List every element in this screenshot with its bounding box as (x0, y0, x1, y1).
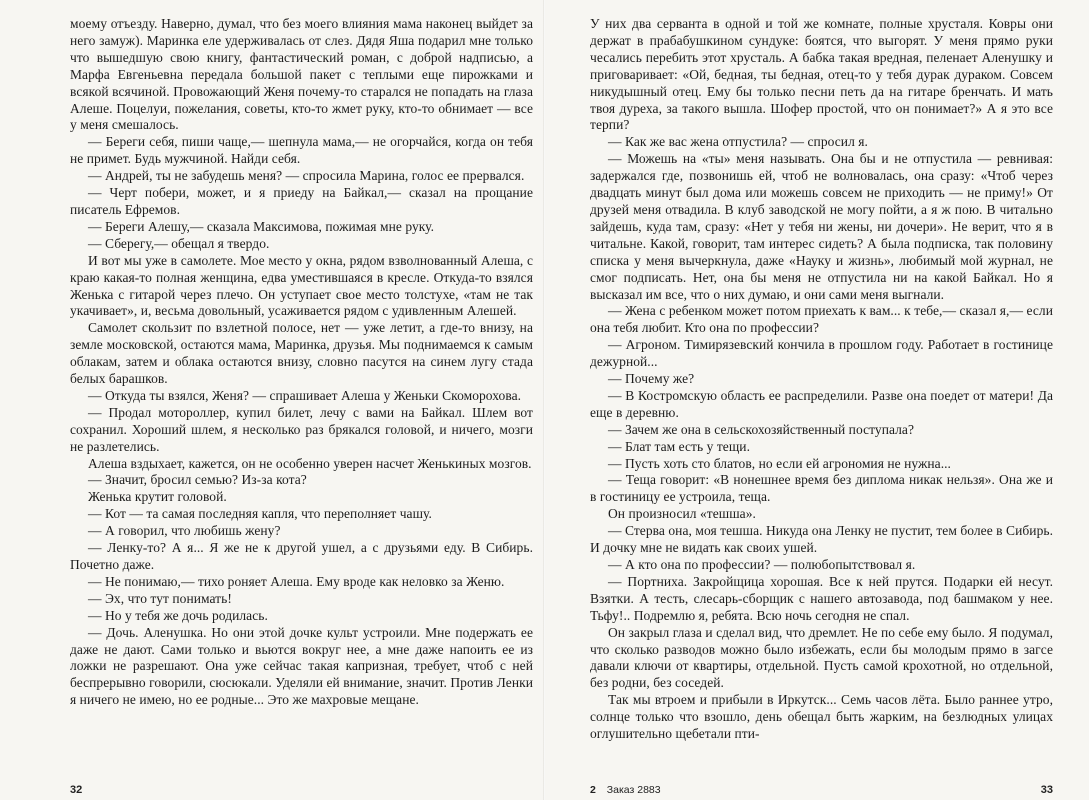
paragraph: — Стерва она, моя тешша. Никуда она Ленку не пустит, тем более в Сибирь. И дочку мне не видать как своих ушей. (590, 523, 1053, 556)
paragraph: — Ленку-то? А я... Я же не к другой ушел, а с друзьями еду. В Сибирь. Почетно даже. (70, 540, 533, 572)
paragraph: — Значит, бросил семью? Из-за кота? (88, 472, 307, 488)
paragraph: — Сберегу,— обещал я твердо. (88, 235, 270, 251)
paragraph: — Кот — та самая последняя капля, что переполняет чашу. (88, 506, 432, 522)
paragraph: — А кто она по профессии? — полюбопытствовал я. (608, 557, 916, 572)
page-number: 33 (1040, 784, 1053, 796)
paragraph: Так мы втроем и прибыли в Иркутск... Семь часов лёта. Было раннее утро, солнце только что взошло, день обещал быть жарким, на безлюдных улицах оглушительно щебетали пти- (590, 692, 1053, 742)
paragraph: — Но у тебя же дочь родилась. (88, 607, 268, 623)
paragraph: — А говорил, что любишь жену? (88, 523, 281, 539)
paragraph: — Почему же? (608, 371, 695, 387)
right-page (590, 16, 1053, 798)
paragraph: У них два серванта в одной и той же комнате, полные хрусталя. Ковры они держат в прабабушкином сундуке: боятся, что выгорят. У меня прямо руки чесались перебить этот хрусталь. А бабка такая вредная, пеленает Аленушку и приговаривает: «Ой, бедная, ты бедная, отец-то у тебя дурак дураком. Совсем никудышный отец. Ему бы только песни петь да на гитаре бренчать. И мать твоя дуреха, за такого вышла. Шофер простой, что он понимает?» А я это все терпи? (590, 16, 1053, 133)
paragraph: Самолет скользит по взлетной полосе, нет — уже летит, а где-то внизу, на земле московской, остаются мама, Маринка, друзья. Мы поднимаемся к самым облакам, затем и облака остаются внизу, словно пасутся на синем лугу стада белых барашков. (70, 320, 533, 387)
paragraph: И вот мы уже в самолете. Мое место у окна, рядом взволнованный Алеша, с краю какая-то полная женщина, едва уместившаяся в кресле. Откуда-то взялся Женька с гитарой через плечо. Он уступает свое место толстухе, «там не так укачивает», и, весьма довольный, усаживается рядом с удивленным Алешей. (70, 252, 533, 319)
paragraph: — Не понимаю,— тихо роняет Алеша. Ему вроде как неловко за Женю. (88, 573, 505, 589)
paragraph: Он произносил «тешша». (608, 506, 756, 522)
paragraph: — Дочь. Аленушка. Но они этой дочке культ устроили. Мне подержать ее даже не дают. Сами только и вьются вокруг нее, а мне даже напоить ее из ложки не разрешают. Она уже сейчас такая капризная, требует, чтоб с ней беспрерывно говорили, сюсюкали. Уделяли ей внимание, значит. Против Ленки я ничего не имею, но ее родные... Это же махровые мещане. (70, 624, 533, 708)
paragraph: Он закрыл глаза и сделал вид, что дремлет. Не по себе ему было. Я подумал, что сколько разводов можно было избежать, если бы молодым прямо в загсе давали ключи от квартиры, отдельной. Пусть самой крохотной, но отдельной, без родни, без соседей. (590, 624, 1053, 691)
printer-signature (590, 784, 661, 796)
left-page-text (70, 16, 533, 709)
paragraph: — Береги Алешу,— сказала Максимова, пожимая мне руку. (88, 218, 435, 234)
paragraph: — Портниха. Закройщица хорошая. Все к ней прутся. Подарки ей несут. Взятки. А тесть, слесарь-сборщик с нашего автозавода, под башмаком у нее. Тьфу!.. Подремлю я, ребята. Всю ночь сегодня не спал. (590, 573, 1053, 623)
paragraph: — Блат там есть у тещи. (608, 438, 750, 454)
paragraph: — Агроном. Тимирязевский кончила в прошлом году. Работает в гостинице дежурной... (590, 337, 1053, 370)
paragraph: Алеша вздыхает, кажется, он не особенно уверен насчет Женькиных мозгов. (88, 455, 532, 471)
paragraph: — Можешь на «ты» меня называть. Она бы и не отпустила — ревнивая: задержался где, позвонишь ей, чтоб не волновалась, она сразу: «Чтоб через двадцать минут был дома или можешь совсем не приходить — не приму!» От друзей меня отвадила. В клуб заводской не могу пойти, а я ж пою. В читально зайдешь, куда там, сразу: «Нет у тебя ни жены, ни дочери». Не верит, что я в читальне. Какой, говорит, там интерес сидеть? А была подписка, так половину списка у меня вычеркнула, даже «Науку и жизнь», любимый мой журнал, не смог подписать. Нет, она бы меня не отпустила ни на какой Байкал. Но я высказал им все, что о них думаю, и они сами меня выгнали. (590, 151, 1053, 302)
paragraph: — Эх, что тут понимать! (88, 590, 232, 606)
order-label: Заказ 2883 (606, 784, 661, 796)
paragraph: — Пусть хоть сто блатов, но если ей агрономия не нужна... (608, 455, 951, 471)
left-page (70, 16, 533, 798)
paragraph: — Как же вас жена отпустила? — спросил я. (608, 134, 868, 150)
page-number: 32 (70, 784, 83, 796)
right-page-text (590, 16, 1053, 743)
paragraph: — Береги себя, пиши чаще,— шепнула мама,— не огорчайся, когда он тебя не примет. Будь мужчиной. Найди себя. (70, 134, 533, 167)
paragraph: — В Костромскую область ее распределили. Разве она поедет от матери! Да еще в деревню. (590, 387, 1053, 420)
signature-number: 2 (590, 784, 596, 796)
paragraph: моему отъезду. Наверно, думал, что без моего влияния мама наконец выйдет за него замуж). Маринка еле удерживалась от слез. Дядя Яша подарил мне только что вышедшую свою книгу, фантастический роман, с доброй надписью, а Марфа Евгеньевна передала большой пакет с теплыми еще пирожками и всякой всячиной. Провожающий Женя почему-то старался не попадать на глаза Алеше. Поцелуи, пожелания, советы, кто-то жмет руку, кто-то обнимает — все у меня смешалось. (70, 16, 533, 133)
paragraph: — Андрей, ты не забудешь меня? — спросила Марина, голос ее прервался. (88, 168, 525, 184)
paragraph: — Черт побери, может, и я приеду на Байкал,— сказал на прощание писатель Ефремов. (70, 185, 533, 217)
paragraph: — Зачем же она в сельскохозяйственный поступала? (608, 421, 914, 437)
paragraph: — Жена с ребенком может потом приехать к вам... к тебе,— сказал я,— если она тебя любит. Кто она по профессии? (590, 303, 1053, 336)
paragraph: — Теща говорит: «В нонешнее время без диплома никак нельзя». Она же и в гостиницу ее устроила, теща. (590, 472, 1053, 505)
paragraph: Женька крутит головой. (88, 489, 227, 505)
paragraph: — Продал мотороллер, купил билет, лечу с вами на Байкал. Шлем вот сохранил. Хороший шлем, я несколько раз брякался головой, и ничего, мозги не разлетелись. (70, 404, 533, 454)
paragraph: — Откуда ты взялся, Женя? — спрашивает Алеша у Женьки Скоморохова. (88, 387, 522, 403)
page-gutter (543, 0, 545, 800)
